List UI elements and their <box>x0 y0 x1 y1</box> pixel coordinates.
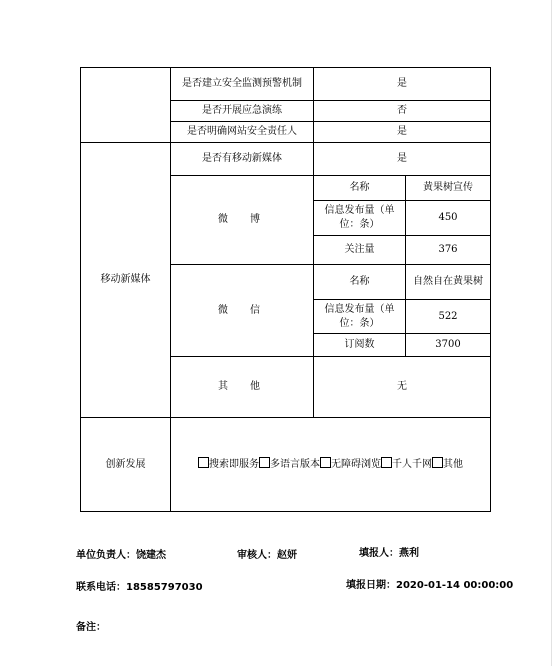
row-value-drill: 否 <box>314 101 491 122</box>
fill-date: 填报日期：2020-01-14 00:00:00 <box>346 580 514 591</box>
note: 备注： <box>76 622 106 633</box>
weixin-name-label: 名称 <box>314 265 406 300</box>
unit-head: 单位负责人：饶建杰 <box>76 550 166 561</box>
section-label-innovation: 创新发展 <box>81 418 171 512</box>
checkbox-icon <box>381 457 392 468</box>
weibo-count-label: 信息发布量（单位：条） <box>314 201 406 236</box>
reviewer: 审核人：赵妍 <box>237 550 297 561</box>
weixin-sub-label: 订阅数 <box>314 334 406 357</box>
option-multilingual: 多语言版本 <box>259 459 320 470</box>
weibo-name-value: 黄果树宣传 <box>406 176 491 201</box>
section-cell-security <box>81 68 171 143</box>
weibo-label: 微 博 <box>171 176 314 265</box>
row-value-monitoring: 是 <box>314 68 491 101</box>
weibo-count-value: 450 <box>406 201 491 236</box>
checkbox-icon <box>259 457 270 468</box>
weixin-label: 微 信 <box>171 265 314 357</box>
innovation-options <box>171 418 491 512</box>
row-label-responsible: 是否明确网站安全责任人 <box>171 122 314 143</box>
filler: 填报人：燕利 <box>359 548 419 559</box>
report-table <box>80 67 491 512</box>
option-accessible: 无障碍浏览 <box>320 459 381 470</box>
row-label-drill: 是否开展应急演练 <box>171 101 314 122</box>
row-value-responsible: 是 <box>314 122 491 143</box>
checkbox-icon <box>432 457 443 468</box>
option-other: 其他 <box>432 459 463 470</box>
weixin-count-label: 信息发布量（单位：条） <box>314 300 406 334</box>
checkbox-icon <box>320 457 331 468</box>
section-label-mobile-media: 移动新媒体 <box>81 143 171 418</box>
weixin-count-value: 522 <box>406 300 491 334</box>
phone: 联系电话：18585797030 <box>76 582 203 593</box>
weibo-follow-value: 376 <box>406 236 491 265</box>
option-personalized: 千人千网 <box>381 459 432 470</box>
option-search-service: 搜索即服务 <box>198 459 259 470</box>
weixin-name-value: 自然自在黄果树 <box>406 265 491 300</box>
row-value-has-mobile: 是 <box>314 143 491 176</box>
row-label-has-mobile: 是否有移动新媒体 <box>171 143 314 176</box>
other-value: 无 <box>314 357 491 418</box>
weixin-sub-value: 3700 <box>406 334 491 357</box>
weibo-follow-label: 关注量 <box>314 236 406 265</box>
checkbox-icon <box>198 457 209 468</box>
weibo-name-label: 名称 <box>314 176 406 201</box>
other-label: 其 他 <box>171 357 314 418</box>
row-label-monitoring: 是否建立安全监测预警机制 <box>171 68 314 101</box>
